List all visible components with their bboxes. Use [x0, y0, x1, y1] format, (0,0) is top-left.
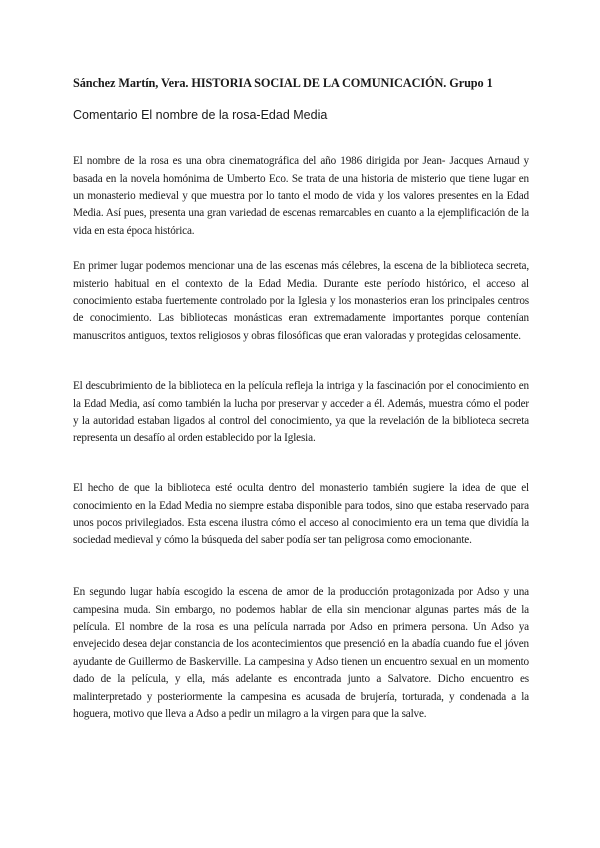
- paragraph-love-scene: En segundo lugar había escogido la escena de amor de la producción protagonizada por Adso y una campesina muda. Sin embargo, no podemos hablar de ella sin mencionar algunas partes más de la película. El nombre de la rosa es una película narrada por Adso en primera persona. Un Adso ya envejecido desea dejar constancia de los acontecimientos que presenció en la abadía cuando fue el jóven ayudante de Guillermo de Baskerville. La campesina y Adso tienen un encuentro sexual en un momento dado de la película, y ella, más adelante es encontrada junto a Salvatore. Dicho encuentro es malinterpretado y posteriormente la campesina es acusada de brujería, torturada, y condenada a la hoguera, motivo que lleva a Adso a pedir un milagro a la virgen para que la salve.: [73, 586, 529, 721]
- document-subtitle: Comentario El nombre de la rosa-Edad Media: [73, 108, 328, 122]
- document-header: Sánchez Martín, Vera. HISTORIA SOCIAL DE LA COMUNICACIÓN. Grupo 1: [73, 76, 493, 90]
- paragraph-hidden-library: El hecho de que la biblioteca esté oculta dentro del monasterio también sugiere la idea de que el conocimiento en la Edad Media no siempre estaba disponible para todos, sino que estaba reservado para unos pocos privilegiados. Esta escena ilustra cómo el acceso al conocimiento era un tema que dividía la sociedad medieval y cómo la búsqueda del saber podía ser tan peligrosa como emocionante.: [73, 482, 529, 547]
- paragraph-intro: El nombre de la rosa es una obra cinematográfica del año 1986 dirigida por Jean- Jacques Arnaud y basada en la novela homónima de Umberto Eco. Se trata de una historia de misterio que tiene lugar en un monasterio medieval y que muestra por lo tanto el modo de vida y los valores presentes en la Edad Media. Así pues, presenta una gran variedad de escenas remarcables en cuanto a la ejemplificación de la vida en esta época histórica.: [73, 155, 529, 237]
- paragraph-library-scene: En primer lugar podemos mencionar una de las escenas más célebres, la escena de la biblioteca secreta, misterio habitual en el contexto de la Edad Media. Durante este período histórico, el acceso al conocimiento estaba fuertemente controlado por la Iglesia y los monasterios eran los principales centros de conocimiento. Las bibliotecas monásticas eran extremadamente importantes porque contenían manuscritos antiguos, textos religiosos y obras filosóficas que eran valoradas y protegidas celosamente.: [73, 260, 529, 342]
- paragraph-library-discovery: El descubrimiento de la biblioteca en la película refleja la intriga y la fascinación por el conocimiento en la Edad Media, así como también la lucha por preservar y acceder a él. Además, muestra cómo el poder y la autoridad estaban ligados al control del conocimiento, ya que la revelación de la biblioteca secreta representa un desafío al orden establecido por la Iglesia.: [73, 380, 529, 445]
